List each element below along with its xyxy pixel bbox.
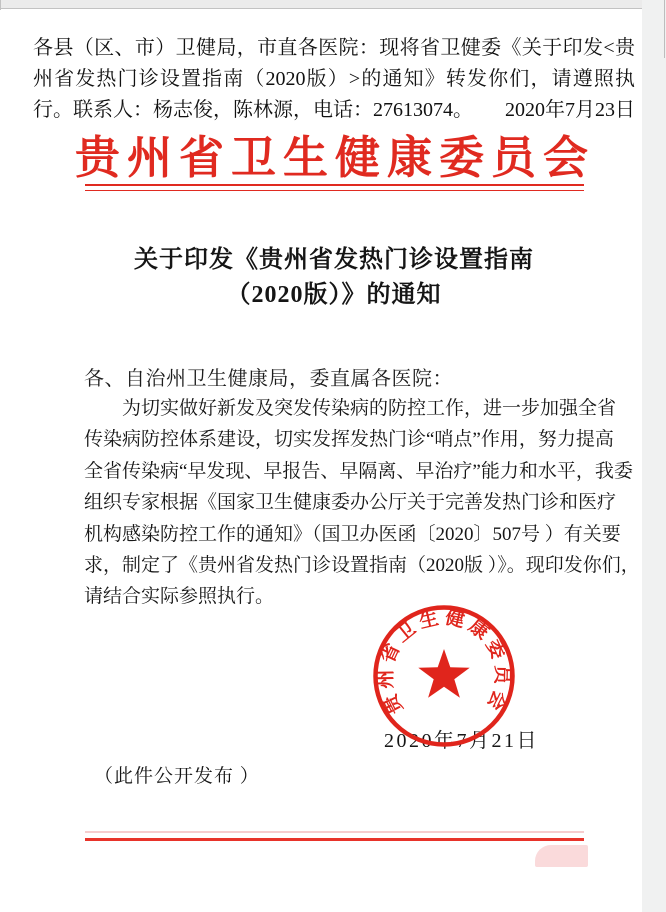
scan-top-strip: [0, 0, 666, 9]
body-line: 传染病防控体系建设，切实发挥发热门诊“哨点”作用，努力提高: [84, 429, 614, 451]
seal-arc-text: 贵州省卫生健康委员会: [375, 607, 513, 718]
forwarding-date: 2020年7月23日: [505, 99, 635, 121]
body-line: 全省传染病“早发现、早报告、早隔离、早治疗”能力和水平，我委: [84, 460, 633, 482]
letterhead-divider-thin: [85, 190, 584, 191]
body-line: 机构感染防控工作的通知》（国卫办医函〔2020〕507号 ）有关要: [84, 523, 621, 545]
scan-right-edge-line: [664, 0, 665, 58]
footer-rule-pink: [85, 831, 584, 833]
public-release-note: （此件公开发布 ）: [94, 766, 260, 787]
letterhead-org-name: 贵州省卫生健康委员会: [74, 133, 595, 183]
scan-pink-artifact: [535, 845, 588, 867]
seal-arc-text-holder: [375, 605, 513, 718]
letterhead-divider-thick: [85, 184, 584, 186]
forwarding-note-line: 各县（区、市）卫健局，市直各医院：现将省卫健委《关于印发<贵: [33, 37, 635, 59]
body-line: 请结合实际参照执行。: [84, 586, 275, 608]
document-title-line: 关于印发《贵州省发热门诊设置指南: [134, 247, 534, 273]
body-line: 组织专家根据《国家卫生健康委办公厅关于完善发热门诊和医疗: [84, 492, 617, 514]
seal-date: 2020年7月21日: [384, 730, 539, 752]
forwarding-note-contact: 行。联系人：杨志俊，陈林源，电话：27613074。: [33, 99, 473, 121]
letterhead-divider: [85, 184, 584, 191]
body-paragraph: [84, 393, 640, 613]
scan-left-edge-line: [0, 0, 1, 10]
star-icon: [418, 649, 469, 698]
forwarding-note: [33, 33, 635, 126]
document-title: [33, 243, 635, 313]
scan-right-shadow: [642, 0, 666, 912]
body-line: 为切实做好新发及突发传染病的防控工作，进一步加强全省: [122, 398, 617, 419]
forwarding-note-line: 州省发热门诊设置指南（2020版）>的通知》转发你们，请遵照执: [33, 68, 635, 90]
footer-rule-red: [85, 838, 584, 841]
salutation: 各、自治州卫生健康局，委直属各医院：: [84, 368, 453, 390]
body-line: 求，制定了《贵州省发热门诊设置指南（2020版 ）》。现印发你们，: [84, 555, 640, 577]
document-title-line: （2020版）》的通知: [226, 282, 442, 308]
